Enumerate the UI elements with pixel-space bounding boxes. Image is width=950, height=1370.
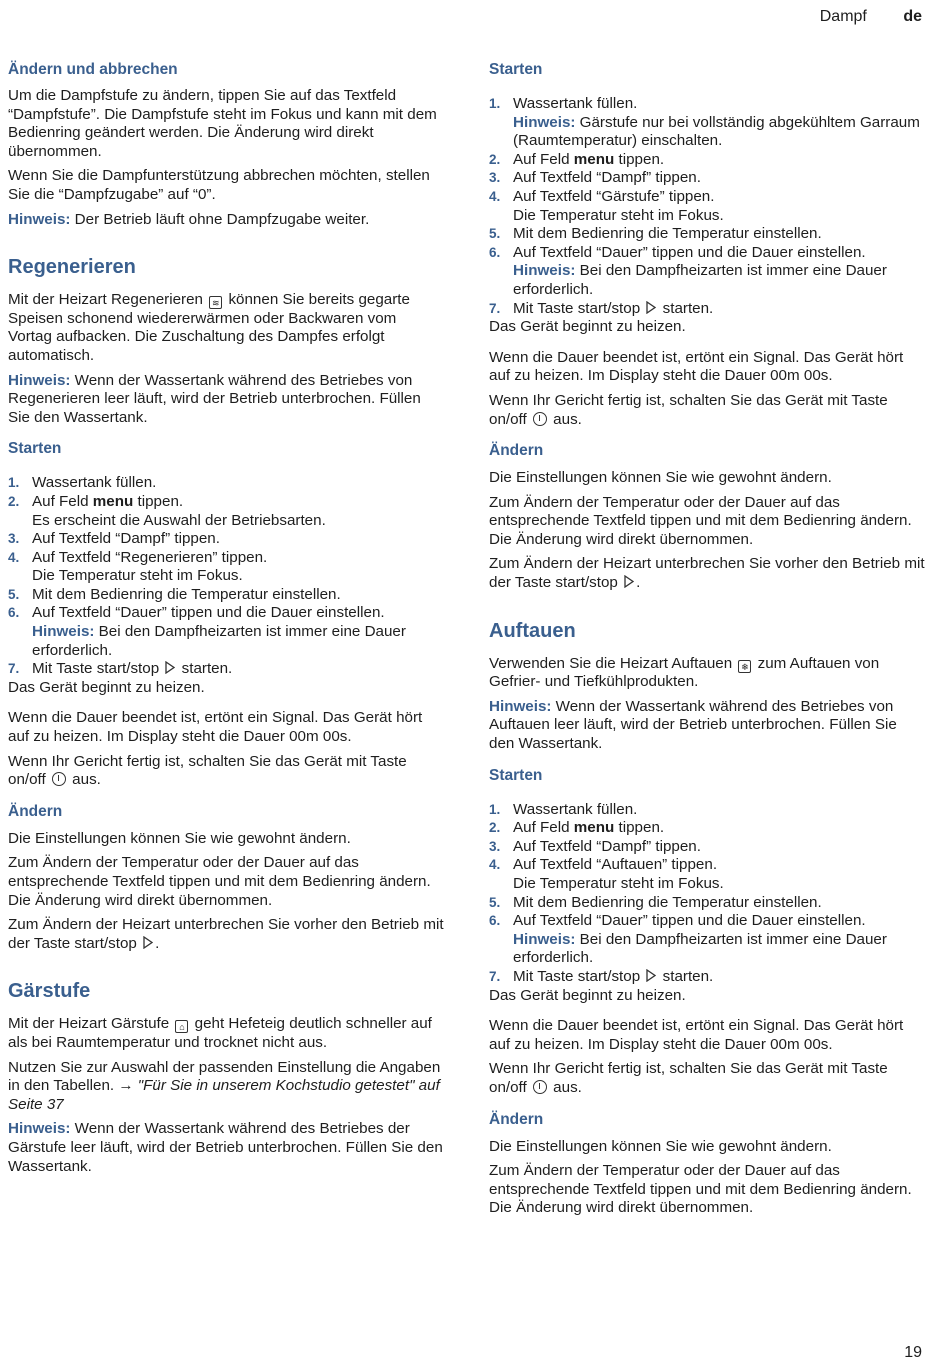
list-item [8,586,444,605]
hint-text: Wenn der Wassertank während des Betriebes von Regenerieren leer läuft, wird der Betrieb unterbrochen. Füllen Sie den Wassertank. [8,371,421,426]
text: Wenn Ihr Gericht fertig ist, schalten Sie das Gerät mit Taste on/off [8,752,407,789]
step-text: Wassertank füllen. [32,474,157,492]
step-number: 6. [8,605,20,621]
heading-aendern: Ändern [489,1110,544,1128]
step-number: 2. [489,820,501,836]
list-item [489,894,925,913]
step-text: Auf Textfeld “Gärstufe” tippen. [513,187,715,205]
step-text: Wassertank füllen. [513,95,638,112]
list-item [489,225,925,244]
proofing-icon: ⌂ [175,1020,188,1033]
step-text: Mit dem Bedienring die Temperatur einstellen. [513,225,822,243]
right-column [489,60,925,1224]
paragraph [489,392,925,429]
step-text: Auf Textfeld “Regenerieren” tippen. [32,548,268,566]
step-number: 6. [489,913,501,929]
step-number: 2. [8,493,20,509]
paragraph [489,555,925,592]
step-text: Auf Textfeld “Dauer” tippen und die Dauer einstellen. [513,912,866,930]
hint [8,1120,444,1176]
heading-starten: Starten [8,440,62,458]
step-number: 4. [489,857,501,873]
paragraph: Wenn die Dauer beendet ist, ertönt ein Signal. Das Gerät hört auf zu heizen. Im Display steht die Dauer 00m 00s. [489,1017,904,1053]
hint [489,698,925,754]
text: Mit der Heizart Gärstufe [8,1015,174,1033]
step-text: Wassertank füllen. [513,800,638,818]
step-text: Mit dem Bedienring die Temperatur einstellen. [32,585,341,603]
list-item [8,549,444,586]
hint-label: Hinweis: [32,623,95,641]
paragraph: Die Einstellungen können Sie wie gewohnt ändern. [489,1137,832,1155]
hint-label: Hinweis: [8,371,71,389]
paragraph: Die Einstellungen können Sie wie gewohnt ändern. [8,829,351,847]
list-item [8,660,444,679]
step-number: 7. [489,968,501,984]
paragraph: Wenn die Dauer beendet ist, ertönt ein Signal. Das Gerät hört auf zu heizen. Im Display steht die Dauer 00m 00s. [489,348,904,385]
paragraph [8,1015,444,1052]
paragraph: Um die Dampfstufe zu ändern, tippen Sie auf das Textfeld “Dampfstufe”. Die Dampfstufe steht im Fokus und kann mit dem Bedienring geändert werden. Die Änderung wird direkt übernommen. [8,87,437,160]
hint-label: Hinweis: [8,210,71,228]
step-text: Mit dem Bedienring die Temperatur einstellen. [513,893,822,911]
step-text: Auf Textfeld “Dampf” tippen. [513,169,701,187]
text: können Sie bereits gegarte Speisen schonend wiedererwärmen oder Backwaren vom Vortag aufbacken. Die Zuschaltung des Dampfes erfolgt automatisch. [8,291,410,364]
step-text: starten. [177,660,233,678]
power-icon [533,412,547,426]
menu-keyword: menu [92,492,134,510]
list-item [8,604,444,660]
step-text: Auf Textfeld “Auftauen” tippen. [513,856,718,874]
hint [8,211,444,230]
step-text: Auf Textfeld “Dauer” tippen und die Dauer einstellen. [32,604,385,622]
defrost-icon: ❄ [738,660,751,673]
text: aus. [67,771,101,789]
header-section: Dampf [819,8,867,25]
hint-text: Wenn der Wassertank während des Betriebes der Gärstufe leer läuft, wird der Betrieb unterbrochen. Füllen Sie den Wassertank. [8,1120,443,1175]
step-text: tippen. [614,819,665,837]
header-language: de [903,8,922,25]
hint [8,372,444,428]
step-number: 1. [8,475,20,491]
paragraph: Die Einstellungen können Sie wie gewohnt ändern. [489,469,832,487]
paragraph: Das Gerät beginnt zu heizen. [489,986,686,1004]
step-text: Mit Taste start/stop [32,660,164,678]
power-icon [52,772,66,786]
cross-reference-link[interactable]: "Für Sie in unserem Kochstudio getestet" auf Seite 37 [8,1077,440,1113]
hint-text: Bei den Dampfheizarten ist immer eine Dauer erforderlich. [513,930,887,967]
hint-text: Bei den Dampfheizarten ist immer eine Dauer erforderlich. [32,623,406,659]
step-number: 5. [8,586,20,602]
list-item [489,188,925,225]
play-icon [624,575,634,588]
step-text: Mit Taste start/stop [513,299,645,317]
menu-keyword: menu [573,150,615,168]
text: . [155,934,160,952]
arrow-icon: → [118,1077,134,1095]
list-item [489,95,925,151]
list-item [8,493,444,530]
paragraph [8,753,444,790]
step-number: 5. [489,226,501,242]
text: Nutzen Sie zur Auswahl der passenden Einstellung die Angaben in den Tabellen. [8,1058,441,1095]
step-text: Die Temperatur steht im Fokus. [513,206,724,224]
step-number: 1. [489,801,501,817]
step-text: Auf Feld [513,150,574,168]
paragraph: Wenn Sie die Dampfunterstützung abbrechen möchten, stellen Sie die “Dampfzugabe” auf “0”. [8,167,430,203]
step-number: 1. [489,96,501,111]
step-text: Auf Textfeld “Dauer” tippen und die Dauer einstellen. [513,243,866,261]
paragraph [8,291,444,365]
step-text: tippen. [614,150,665,168]
list-item [489,300,925,319]
regenerate-icon: ≋ [209,296,222,309]
paragraph [8,916,444,953]
step-text: tippen. [133,492,184,510]
page-number: 19 [904,1344,922,1361]
text: zum Auftauen von Gefrier- und Tiefkühlprodukten. [489,654,880,691]
list-item [8,474,444,493]
step-number: 3. [8,531,20,547]
heading-aendern-abbrechen: Ändern und abbrechen [8,61,178,78]
heading-regenerieren: Regenerieren [8,256,136,279]
step-list [8,474,444,679]
left-column [8,60,444,1182]
paragraph: Zum Ändern der Temperatur oder der Dauer auf das entsprechende Textfeld tippen und mit dem Bedienring ändern. Die Änderung wird direkt übernommen. [8,854,431,909]
text: aus. [548,1078,582,1096]
paragraph: Das Gerät beginnt zu heizen. [8,678,205,696]
play-icon [646,969,656,982]
step-text: Auf Feld [513,819,574,837]
step-number: 7. [489,300,501,316]
step-text: Mit Taste start/stop [513,967,645,985]
list-item [489,801,925,820]
heading-auftauen: Auftauen [489,619,576,642]
step-list [489,801,925,987]
list-item [489,819,925,838]
paragraph [489,1060,925,1097]
hint-label: Hinweis: [513,262,576,280]
step-text: Die Temperatur steht im Fokus. [513,875,724,892]
list-item [8,530,444,549]
hint-label: Hinweis: [489,697,552,715]
step-list [489,95,925,318]
step-text: Es erscheint die Auswahl der Betriebsarten. [32,511,326,529]
list-item [489,912,925,968]
text: Mit der Heizart Regenerieren [8,291,208,309]
list-item [489,169,925,188]
hint-label: Hinweis: [513,930,576,948]
paragraph: Zum Ändern der Temperatur oder der Dauer auf das entsprechende Textfeld tippen und mit dem Bedienring ändern. Die Änderung wird direkt übernommen. [489,1162,912,1217]
heading-gaerstufe: Gärstufe [8,980,91,1003]
step-text: Auf Textfeld “Dampf” tippen. [513,837,701,855]
text: aus. [548,410,582,428]
heading-aendern: Ändern [8,802,63,820]
text: Wenn Ihr Gericht fertig ist, schalten Sie das Gerät mit Taste on/off [489,1060,888,1096]
power-icon [533,1080,547,1094]
paragraph: Wenn die Dauer beendet ist, ertönt ein Signal. Das Gerät hört auf zu heizen. Im Display steht die Dauer 00m 00s. [8,709,423,746]
step-number: 4. [489,188,501,204]
hint-label: Hinweis: [8,1120,71,1138]
play-icon [165,661,175,674]
list-item [489,856,925,893]
list-item [489,151,925,170]
step-number: 3. [489,838,501,854]
list-item [489,968,925,987]
step-number: 7. [8,661,20,677]
step-text: starten. [658,967,714,985]
step-number: 2. [489,151,501,167]
paragraph: Zum Ändern der Temperatur oder der Dauer auf das entsprechende Textfeld tippen und mit dem Bedienring ändern. Die Änderung wird direkt übernommen. [489,493,912,548]
text: Wenn Ihr Gericht fertig ist, schalten Sie das Gerät mit Taste on/off [489,391,888,428]
text: Zum Ändern der Heizart unterbrechen Sie vorher den Betrieb mit der Taste start/stop [8,916,444,952]
step-number: 3. [489,170,501,186]
hint-text: Gärstufe nur bei vollständig abgekühltem Garraum (Raumtemperatur) einschalten. [513,113,920,150]
paragraph [8,1059,444,1115]
heading-aendern: Ändern [489,442,544,460]
paragraph [489,655,925,692]
text: Verwenden Sie die Heizart Auftauen [489,654,737,672]
step-text: Auf Feld [32,492,93,510]
text: geht Hefeteig deutlich schneller auf als bei Raumtemperatur und trocknet nicht aus. [8,1015,432,1051]
paragraph: Das Gerät beginnt zu heizen. [489,318,686,336]
step-text: starten. [658,299,714,317]
heading-starten: Starten [489,766,543,784]
text: Zum Ändern der Heizart unterbrechen Sie vorher den Betrieb mit der Taste start/stop [489,555,925,592]
step-text: Auf Textfeld “Dampf” tippen. [32,530,220,548]
step-number: 6. [489,244,501,260]
step-text: Die Temperatur steht im Fokus. [32,567,243,585]
heading-starten: Starten [489,61,543,78]
page-header [820,8,922,26]
hint-text: Der Betrieb läuft ohne Dampfzugabe weiter. [70,210,370,228]
play-icon [143,936,153,949]
list-item [489,838,925,857]
hint-text: Bei den Dampfheizarten ist immer eine Dauer erforderlich. [513,262,887,298]
hint-text: Wenn der Wassertank während des Betriebes von Auftauen leer läuft, wird der Betrieb unterbrochen. Füllen Sie den Wassertank. [489,697,897,753]
step-number: 5. [489,894,501,910]
list-item [489,244,925,300]
play-icon [646,301,656,314]
menu-keyword: menu [573,819,615,837]
step-number: 4. [8,549,20,565]
hint-label: Hinweis: [513,113,576,131]
text: . [636,574,641,592]
